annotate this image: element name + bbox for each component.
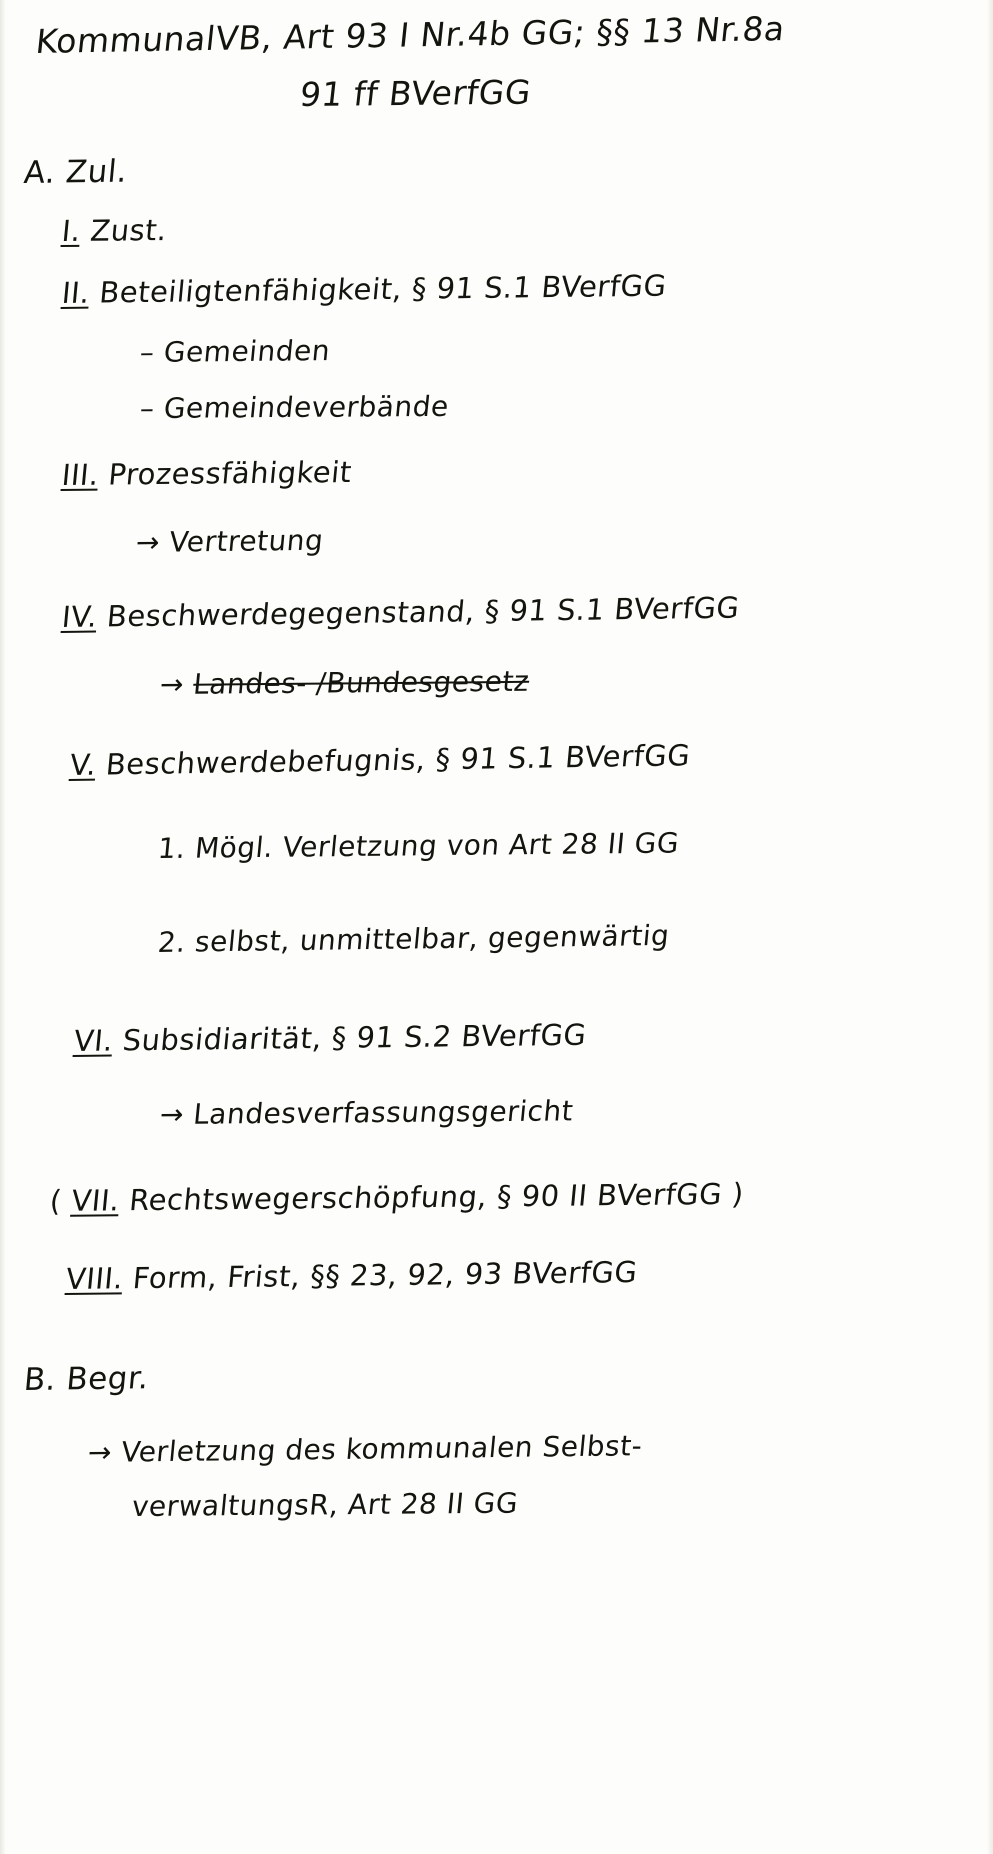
section-b-heading (22, 1360, 150, 1398)
item-ii-sub-1 (138, 334, 331, 369)
item-v (68, 738, 691, 782)
section-a-heading (22, 154, 129, 191)
page-edge-right (987, 0, 993, 1854)
section-a-label: Zul. (64, 153, 129, 191)
item-iii-marker: III. (60, 457, 101, 493)
item-i (60, 213, 168, 248)
item-vi-label: Subsidiarität, § 91 S.2 BVerfGG (121, 1017, 589, 1058)
item-v-num-2 (156, 919, 670, 959)
item-v-num-2-marker: 2. (156, 925, 188, 960)
arrow-bullet-icon: → (158, 1097, 186, 1132)
item-vi-sub-1-label: Landesverfassungsgericht (191, 1094, 575, 1131)
item-viii-marker: VIII. (64, 1261, 125, 1297)
item-iv-label: Beschwerdegegenstand, § 91 S.1 BVerfGG (105, 590, 741, 634)
item-viii (64, 1255, 639, 1296)
item-ii (60, 269, 668, 310)
item-ii-sub-2-label: Gemeindeverbände (162, 389, 451, 425)
item-v-num-2-label: selbst, unmittelbar, gegenwärtig (193, 918, 671, 959)
section-b-conclusion-line-2: verwaltungsR, Art 28 II GG (130, 1486, 520, 1524)
arrow-bullet-icon: → (158, 667, 186, 702)
section-b-conclusion-line-1: → Verletzung des kommunalen Selbst- (86, 1429, 644, 1470)
paren-open: ( (48, 1183, 64, 1219)
item-vi-marker: VI. (72, 1023, 115, 1059)
item-iii (60, 455, 353, 492)
item-i-marker: I. (60, 213, 83, 249)
item-ii-sub-2 (138, 390, 450, 425)
item-iv (60, 591, 741, 635)
item-vii-marker: VII. (69, 1183, 122, 1218)
item-viii-label: Form, Frist, §§ 23, 92, 93 BVerfGG (131, 1254, 639, 1296)
item-iv-marker: IV. (60, 599, 99, 635)
page-title-line-2: 91 ff BVerfGG (297, 72, 534, 115)
item-ii-marker: II. (60, 275, 92, 311)
dash-bullet-icon: – (138, 391, 157, 426)
item-vi (72, 1018, 588, 1058)
paren-close: ) (730, 1176, 746, 1211)
item-iii-sub-1-label: Vertretung (167, 523, 325, 559)
item-v-num-1-label: Mögl. Verletzung von Art 28 II GG (193, 826, 681, 865)
section-a-marker: A. (22, 154, 58, 192)
item-vii-label: Rechtswegerschöpfung, § 90 II BVerfGG (127, 1176, 724, 1218)
page-title-line-1: KommunalVB, Art 93 I Nr.4b GG; §§ 13 Nr.8a (33, 8, 787, 62)
item-v-label: Beschwerdebefugnis, § 91 S.1 BVerfGG (104, 738, 692, 782)
item-iii-sub-1 (134, 524, 325, 559)
item-v-marker: V. (68, 747, 98, 783)
item-iii-label: Prozessfähigkeit (106, 454, 354, 492)
page-edge-left (0, 0, 6, 1854)
arrow-bullet-icon: → (134, 525, 162, 560)
item-v-num-1-marker: 1. (156, 831, 188, 866)
item-ii-label: Beteiligtenfähigkeit, § 91 S.1 BVerfGG (97, 268, 669, 310)
item-iv-sub-1 (158, 665, 530, 701)
section-b-label: Begr. (64, 1360, 151, 1398)
dash-bullet-icon: – (138, 335, 157, 370)
item-i-label: Zust. (88, 213, 169, 248)
section-b-marker: B. (22, 1361, 58, 1399)
item-vi-sub-1 (158, 1094, 574, 1131)
item-vii (48, 1177, 745, 1218)
item-iv-sub-1-label: Landes- /Bundesgesetz (191, 664, 531, 701)
item-v-num-1 (156, 827, 680, 865)
item-ii-sub-1-label: Gemeinden (162, 333, 332, 369)
